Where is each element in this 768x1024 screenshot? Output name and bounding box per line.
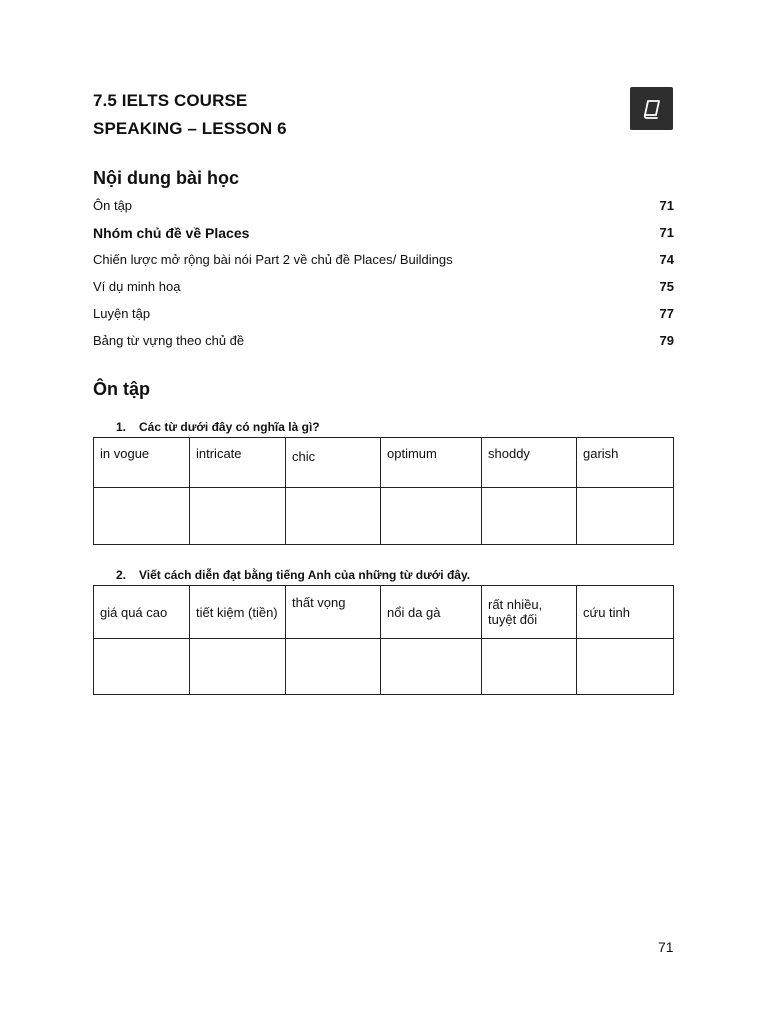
word-cell: tiết kiệm (tiền) bbox=[190, 586, 286, 639]
table-of-contents bbox=[93, 192, 674, 354]
page-number: 71 bbox=[658, 939, 674, 955]
word-cell: optimum bbox=[381, 438, 482, 488]
word-cell: rất nhiều, tuyệt đối bbox=[482, 586, 577, 639]
answer-cell[interactable] bbox=[94, 488, 190, 545]
word-cell: giá quá cao bbox=[94, 586, 190, 639]
review-heading: Ôn tập bbox=[93, 379, 150, 399]
answer-cell[interactable] bbox=[381, 639, 482, 695]
toc-item[interactable]: Ôn tập 71 bbox=[93, 198, 674, 213]
toc-item[interactable]: Chiến lược mở rộng bài nói Part 2 về chủ đề Places/ Buildings 74 bbox=[93, 252, 674, 267]
answer-cell[interactable] bbox=[482, 639, 577, 695]
question-2: 2. Viết cách diễn đạt bằng tiếng Anh của những từ dưới đây. bbox=[116, 568, 471, 582]
word-cell: nổi da gà bbox=[381, 586, 482, 639]
word-cell: garish bbox=[577, 438, 674, 488]
course-title: 7.5 IELTS COURSE bbox=[93, 91, 248, 110]
answer-cell[interactable] bbox=[381, 488, 482, 545]
answer-cell[interactable] bbox=[286, 488, 381, 545]
word-cell: cứu tinh bbox=[577, 586, 674, 639]
toc-item[interactable]: Luyện tập 77 bbox=[93, 306, 674, 321]
vocabulary-table-2 bbox=[93, 585, 674, 695]
word-cell: thất vọng bbox=[286, 586, 381, 639]
answer-cell[interactable] bbox=[577, 639, 674, 695]
toc-heading: Nội dung bài học bbox=[93, 168, 239, 188]
toc-item[interactable]: Ví dụ minh hoạ 75 bbox=[93, 279, 674, 294]
answer-cell[interactable] bbox=[190, 639, 286, 695]
answer-cell[interactable] bbox=[286, 639, 381, 695]
word-cell: shoddy bbox=[482, 438, 577, 488]
book-icon bbox=[630, 87, 673, 130]
toc-item[interactable]: Nhóm chủ đề về Places 71 bbox=[93, 224, 674, 241]
question-1: 1. Các từ dưới đây có nghĩa là gì? bbox=[116, 420, 320, 434]
word-cell: chic bbox=[286, 438, 381, 488]
word-cell: intricate bbox=[190, 438, 286, 488]
answer-cell[interactable] bbox=[190, 488, 286, 545]
lesson-title: SPEAKING – LESSON 6 bbox=[93, 119, 287, 138]
answer-cell[interactable] bbox=[482, 488, 577, 545]
answer-cell[interactable] bbox=[577, 488, 674, 545]
answer-cell[interactable] bbox=[94, 639, 190, 695]
word-cell: in vogue bbox=[94, 438, 190, 488]
vocabulary-table-1 bbox=[93, 437, 674, 545]
toc-item[interactable]: Bảng từ vựng theo chủ đề 79 bbox=[93, 333, 674, 348]
